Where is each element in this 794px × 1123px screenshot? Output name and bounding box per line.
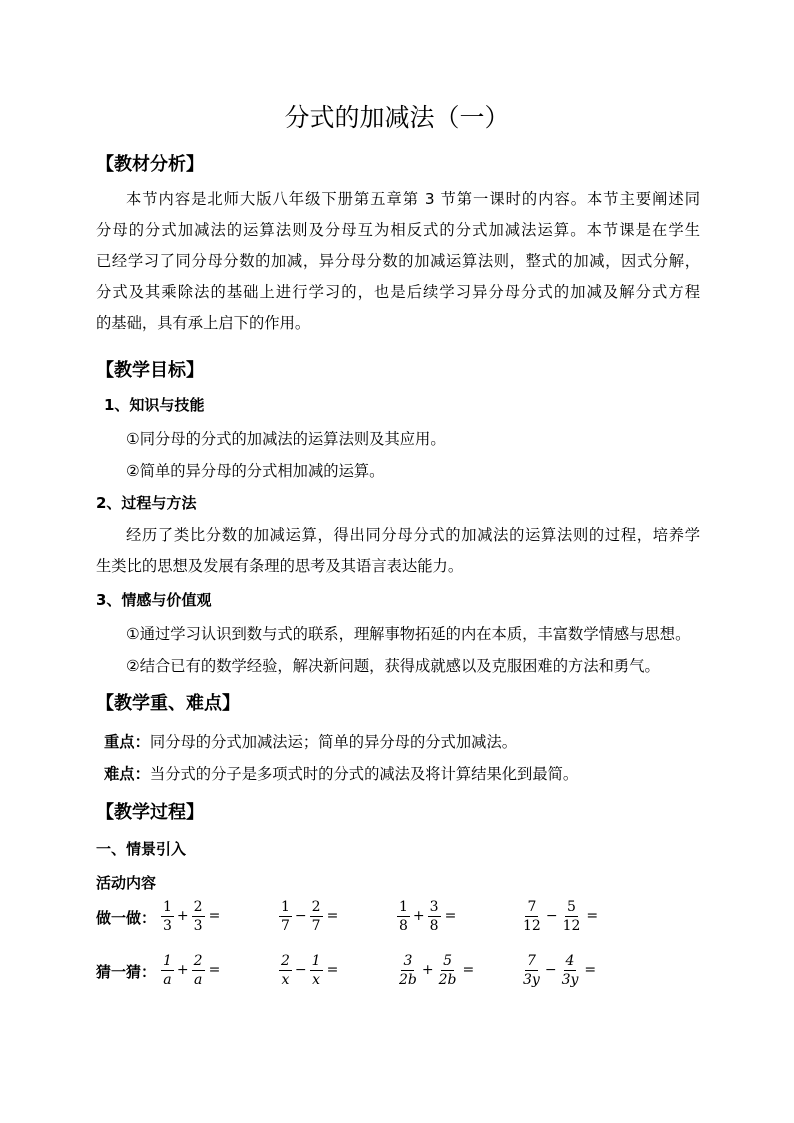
fraction-left-numerator: 7 (527, 898, 537, 915)
fraction-left-denominator: 12 (523, 917, 541, 934)
fraction-left (397, 898, 410, 935)
guess-it-label: 猜一猜： (96, 963, 157, 981)
fraction-left-denominator: 8 (399, 917, 408, 934)
fraction-left (279, 952, 292, 989)
operator: + (176, 908, 189, 924)
fraction-right-numerator: 2 (311, 898, 321, 915)
goal-2-line-1: 经历了类比分数的加减运算，得出同分母分式的加减法的运算法则的过程，培养学 (126, 526, 700, 544)
fraction-right (310, 952, 323, 989)
analysis-line-2: 分母的分式加减法的运算法则及分母互为相反式的分式加减法运算。本节课是在学生 (96, 221, 700, 239)
fraction-right-denominator: 3 (193, 917, 203, 934)
equals-sign: = (208, 908, 221, 924)
operator: + (412, 908, 425, 924)
goal-2-title: 2、过程与方法 (96, 494, 197, 512)
fraction-right-numerator: 4 (565, 952, 575, 969)
fraction-right (192, 898, 205, 935)
goal-3-item-2: ②结合已有的数学经验，解决新问题，获得成就感以及克服困难的方法和勇气。 (126, 657, 660, 675)
fraction-right (560, 952, 581, 989)
activity-title: 活动内容 (96, 874, 157, 892)
fraction-left (279, 898, 292, 935)
fraction-left-denominator: 2b (399, 971, 417, 988)
equals-sign: = (462, 962, 475, 978)
operator: − (545, 908, 558, 924)
key-point-line (104, 730, 517, 752)
fraction-left-numerator: 3 (403, 952, 413, 969)
fraction-right (192, 952, 205, 989)
operator: + (421, 962, 434, 978)
step-1-title: 一、情景引入 (96, 840, 187, 858)
fraction-right-numerator: 2 (193, 952, 203, 969)
difficulty-label: 难点： (104, 765, 150, 783)
operator: + (176, 962, 189, 978)
fraction-left (161, 898, 174, 935)
expression-row1-3 (396, 894, 458, 938)
operator: − (294, 962, 307, 978)
fraction-right (437, 952, 459, 989)
heading-key-points: 【教学重、难点】 (96, 693, 240, 714)
fraction-right-numerator: 1 (311, 952, 321, 969)
fraction-right (310, 898, 323, 935)
fraction-left (397, 952, 419, 989)
analysis-paragraph (96, 184, 700, 339)
fraction-right-denominator: a (193, 971, 203, 988)
fraction-left-denominator: 7 (281, 917, 290, 934)
fraction-left-numerator: 1 (163, 952, 172, 969)
fraction-left (161, 952, 174, 989)
analysis-line-3: 已经学习了同分母分数的加减，异分母分数的加减运算法则，整式的加减，因式分解， (96, 252, 700, 270)
fraction-right-numerator: 2 (193, 898, 203, 915)
equals-sign: = (208, 962, 221, 978)
fraction-left (521, 898, 543, 935)
analysis-line-4: 分式及其乘除法的基础上进行学习的，也是后续学习异分母分式的加减及解分式方程 (96, 283, 700, 301)
difficulty-line (104, 762, 578, 784)
expression-row2-1 (160, 948, 222, 992)
fraction-right-denominator: 7 (311, 917, 321, 934)
heading-process: 【教学过程】 (96, 802, 204, 823)
fraction-left (521, 952, 542, 989)
fraction-right-denominator: x (312, 971, 321, 988)
fraction-left-numerator: 1 (281, 898, 290, 915)
goal-1-item-1: ①同分母的分式的加减法的运算法则及其应用。 (126, 430, 446, 448)
fraction-left-numerator: 2 (281, 952, 290, 969)
equals-sign: = (444, 908, 457, 924)
goal-3-item-1: ①通过学习认识到数与式的联系，理解事物拓延的内在本质，丰富数学情感与思想。 (126, 625, 691, 643)
fraction-left-numerator: 1 (399, 898, 408, 915)
fraction-right-numerator: 3 (429, 898, 439, 915)
fraction-right-denominator: 3y (561, 971, 579, 988)
fraction-left-denominator: a (163, 971, 172, 988)
fraction-left-denominator: 3 (163, 917, 172, 934)
goal-3-title: 3、情感与价值观 (96, 591, 212, 609)
analysis-line-5: 的基础，具有承上启下的作用。 (96, 314, 311, 332)
fraction-right (561, 898, 583, 935)
try-it-label: 做一做： (96, 909, 157, 927)
expression-row1-1 (160, 894, 222, 938)
key-point-label: 重点： (104, 733, 150, 751)
fraction-left-numerator: 7 (526, 952, 536, 969)
operator: − (294, 908, 307, 924)
key-point-text: 同分母的分式加减法运；简单的异分母的分式加减法。 (149, 733, 518, 751)
expression-row1-4 (520, 894, 600, 938)
fraction-right-numerator: 5 (443, 952, 452, 969)
expression-row2-4 (520, 948, 598, 992)
fraction-right-denominator: 2b (438, 971, 457, 988)
analysis-line-1: 本节内容是北师大版八年级下册第五章第 3 节第一课时的内容。本节主要阐述同 (126, 190, 700, 208)
fraction-left-denominator: 3y (523, 971, 540, 988)
fraction-left-numerator: 1 (163, 898, 172, 915)
heading-goals: 【教学目标】 (96, 360, 204, 381)
goal-1-title: 1、知识与技能 (104, 396, 205, 414)
heading-analysis: 【教材分析】 (96, 154, 204, 175)
fraction-right-denominator: 12 (562, 917, 581, 934)
equals-sign: = (584, 962, 597, 978)
equals-sign: = (586, 908, 599, 924)
goal-2-line-2: 生类比的思想及发展有条理的思考及其语言表达能力。 (96, 557, 464, 575)
expression-row2-2 (278, 948, 340, 992)
expression-row2-3 (396, 948, 476, 992)
equals-sign: = (326, 908, 339, 924)
goal-2-paragraph (96, 520, 700, 582)
fraction-right (428, 898, 441, 935)
fraction-left-denominator: x (281, 971, 290, 988)
expression-row1-2 (278, 894, 340, 938)
goal-1-item-2: ②简单的异分母的分式相加减的运算。 (126, 462, 385, 480)
difficulty-text: 当分式的分子是多项式时的分式的减法及将计算结果化到最简。 (149, 765, 579, 783)
equals-sign: = (326, 962, 339, 978)
page-title: 分式的加减法（一） (284, 103, 510, 132)
fraction-right-denominator: 8 (429, 917, 439, 934)
operator: − (544, 962, 557, 978)
fraction-right-numerator: 5 (567, 898, 576, 915)
